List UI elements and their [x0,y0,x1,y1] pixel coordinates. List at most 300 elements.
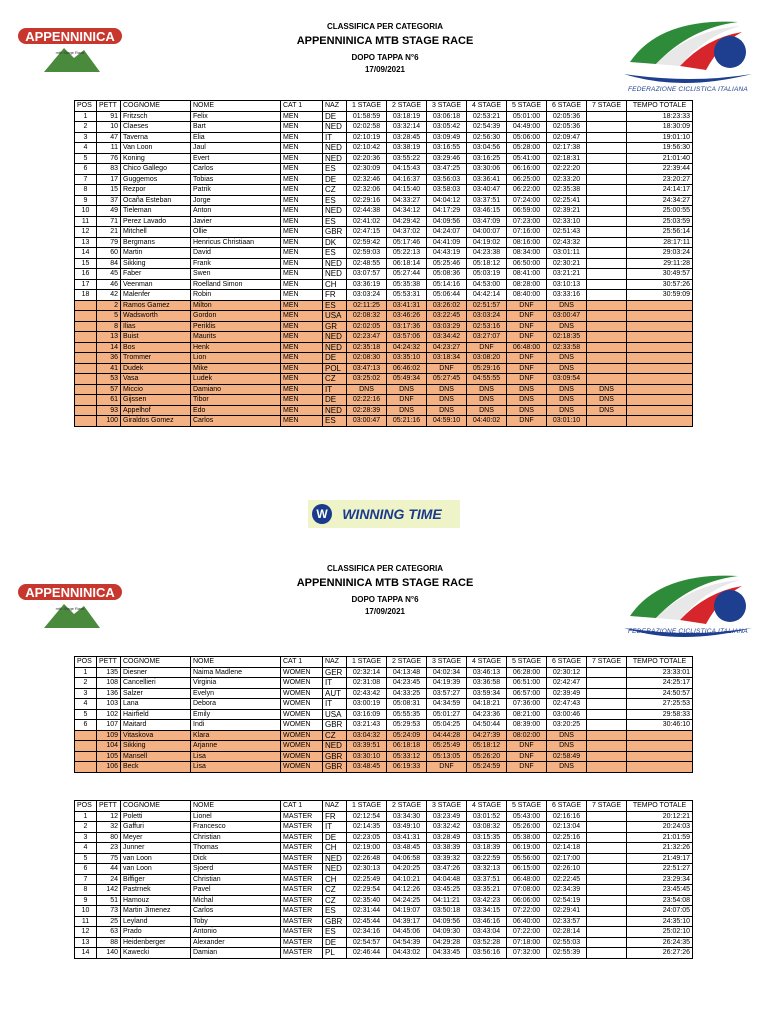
table-cell: 75 [97,853,121,864]
table-cell: 4 [75,143,97,154]
table-cell: DNS [547,395,587,406]
table-cell: 03:28:45 [387,132,427,143]
table-cell: 11 [75,216,97,227]
table-cell: 04:49:00 [507,122,547,133]
table-cell: MEN [281,174,323,185]
table-cell: 26:27:26 [627,948,693,959]
table-cell: Sjoerd [191,864,281,875]
table-cell: 03:07:57 [347,269,387,280]
table-cell: 23:20:27 [627,174,693,185]
table-cell: 03:29:46 [427,153,467,164]
table-row [75,206,693,217]
table-cell: 08:41:00 [507,269,547,280]
table-cell: NED [323,258,347,269]
table-cell: 24:14:17 [627,185,693,196]
table-cell: 02:05:36 [547,111,587,122]
table-cell: 17 [75,279,97,290]
table-cell: 03:08:32 [467,822,507,833]
table-cell: 03:01:11 [547,248,587,259]
table-cell: 04:06:58 [387,853,427,864]
table-cell: DNS [387,384,427,395]
table-row [75,667,693,678]
table-cell: 06:59:00 [507,206,547,217]
column-header: 4 STAGE [467,801,507,812]
column-header: NOME [191,657,281,668]
table-cell: 08:34:00 [507,248,547,259]
table-cell: WOMEN [281,741,323,752]
table-cell: 47 [97,132,121,143]
table-cell: DNF [507,353,547,364]
table-cell: 03:03:24 [467,311,507,322]
table-cell: GBR [323,751,347,762]
table-cell: Carlos [191,164,281,175]
table-cell: 03:47:09 [467,216,507,227]
table-cell: Lisa [191,762,281,773]
table-cell: 24:50:57 [627,688,693,699]
table-cell: 10 [75,206,97,217]
table-cell: 05:01:00 [507,111,547,122]
table-cell: DNS [467,384,507,395]
table-cell: 02:55:39 [547,948,587,959]
table-cell: 03:41:31 [387,832,427,843]
table-cell: WOMEN [281,699,323,710]
date-text-2: 17/09/2021 [364,607,406,616]
column-header: 3 STAGE [427,801,467,812]
table-row [75,332,693,343]
column-header: PETT [97,657,121,668]
table-cell [627,416,693,427]
table-cell [587,143,627,154]
table-row [75,843,693,854]
table-cell: FR [323,290,347,301]
table-cell: 02:25:49 [347,874,387,885]
column-header: 1 STAGE [347,801,387,812]
table-cell: 04:23:27 [427,342,467,353]
table-cell: 02:42:47 [547,678,587,689]
table-cell: Toby [191,916,281,927]
table-cell: 03:49:10 [387,822,427,833]
table-cell: Debora [191,699,281,710]
column-header: 4 STAGE [467,101,507,112]
table-cell [627,353,693,364]
table-row [75,416,693,427]
table-cell: 19:01:10 [627,132,693,143]
table-cell: MEN [281,227,323,238]
stage-title-2: DOPO TAPPA N°6 [351,595,419,604]
table-cell: 9 [75,895,97,906]
table-cell: 07:36:00 [507,699,547,710]
women-results-table [74,656,693,773]
table-cell: 02:51:43 [547,227,587,238]
table-cell: 11 [97,143,121,154]
table-cell: MASTER [281,895,323,906]
table-cell: 04:37:02 [387,227,427,238]
table-cell: 02:45:44 [347,916,387,927]
table-row [75,853,693,864]
table-cell: ES [323,906,347,917]
table-cell: DK [323,237,347,248]
table-cell: 04:12:26 [387,885,427,896]
table-cell: MASTER [281,843,323,854]
table-cell: DNF [507,321,547,332]
table-cell: 02:08:30 [347,353,387,364]
table-cell: 02:29:41 [547,906,587,917]
table-cell: 02:43:32 [547,237,587,248]
table-cell: 06:46:02 [387,363,427,374]
table-cell: 7 [75,874,97,885]
table-cell: Roelland Simon [191,279,281,290]
table-cell: MEN [281,279,323,290]
table-cell: CZ [323,374,347,385]
table-cell: 05:06:44 [427,290,467,301]
table-cell [587,709,627,720]
table-cell: 03:56:03 [427,174,467,185]
table-cell: 4 [75,699,97,710]
table-cell: ES [323,195,347,206]
table-cell: 25 [97,916,121,927]
table-cell: 04:09:30 [427,927,467,938]
column-header: POS [75,657,97,668]
table-cell: 06:06:00 [507,895,547,906]
table-cell [75,353,97,364]
table-cell: Periklis [191,321,281,332]
column-header: 4 STAGE [467,657,507,668]
table-cell: 02:12:54 [347,811,387,822]
table-cell [587,874,627,885]
table-cell: 02:25:41 [547,195,587,206]
table-cell: 03:18:39 [467,843,507,854]
table-cell: Jaul [191,143,281,154]
table-cell: Gijssen [121,395,191,406]
table-cell: 80 [97,832,121,843]
winning-time-logo [308,500,460,528]
table-cell: 14 [75,948,97,959]
column-header: CAT 1 [281,657,323,668]
table-cell: Felix [191,111,281,122]
table-cell: 02:23:05 [347,832,387,843]
table-cell: 03:09:49 [427,132,467,143]
svg-text:W: W [316,507,328,521]
table-row [75,720,693,731]
table-cell: 24:07:05 [627,906,693,917]
table-cell: 04:29:42 [387,216,427,227]
table-cell [587,353,627,364]
table-cell: 08:21:00 [507,709,547,720]
table-cell: Damiano [191,384,281,395]
table-cell: 04:33:45 [427,948,467,959]
table-cell: FR [323,811,347,822]
table-cell [587,678,627,689]
table-cell: 03:35:10 [387,353,427,364]
table-cell: Lana [121,699,191,710]
table-row [75,948,693,959]
table-cell: 03:55:22 [387,153,427,164]
table-cell: 04:39:17 [387,916,427,927]
table-cell: 14 [75,248,97,259]
table-cell: Alexander [191,937,281,948]
table-cell: 07:23:00 [507,216,547,227]
table-cell: DNS [547,363,587,374]
column-header: 5 STAGE [507,101,547,112]
table-cell: 03:08:20 [467,353,507,364]
table-cell: 12 [75,927,97,938]
table-cell: Gaffuri [121,822,191,833]
table-row [75,111,693,122]
table-row [75,874,693,885]
column-header: 5 STAGE [507,801,547,812]
table-cell: 83 [97,164,121,175]
table-cell: Martin [121,248,191,259]
table-cell: DNF [507,416,547,427]
table-cell: 04:23:36 [467,709,507,720]
table-cell: 17 [97,174,121,185]
table-cell: 02:43:42 [347,688,387,699]
table-cell: DE [323,937,347,948]
table-cell: 06:22:00 [507,185,547,196]
table-cell [627,300,693,311]
table-cell: 02:41:02 [347,216,387,227]
table-cell: 02:26:48 [347,853,387,864]
table-cell: NED [323,332,347,343]
table-cell: 2 [75,122,97,133]
table-cell [75,342,97,353]
table-cell: 02:33:20 [547,174,587,185]
table-cell: 03:37:51 [467,195,507,206]
table-cell: Lionel [191,811,281,822]
table-cell [75,311,97,322]
table-cell: Carlos [191,416,281,427]
table-cell [627,342,693,353]
table-cell: Van Loon [121,143,191,154]
table-cell: 02:10:42 [347,143,387,154]
table-cell: 21:01:40 [627,153,693,164]
table-cell: 04:15:43 [387,164,427,175]
table-cell: 32 [97,822,121,833]
table-cell: Swen [191,269,281,280]
table-cell: 05:29:16 [467,363,507,374]
table-cell: 03:04:56 [467,143,507,154]
table-row [75,927,693,938]
table-cell [587,906,627,917]
table-cell: 63 [97,927,121,938]
column-header: PETT [97,801,121,812]
table-cell [75,384,97,395]
table-cell: 02:26:10 [547,864,587,875]
table-cell: GBR [323,762,347,773]
table-cell [587,258,627,269]
table-cell: Arjanne [191,741,281,752]
table-cell: 03:52:28 [467,937,507,948]
table-cell: NED [323,143,347,154]
table-cell: DNS [507,405,547,416]
table-cell: 02:34:39 [547,885,587,896]
table-cell: 02:18:35 [547,332,587,343]
table-cell: 102 [97,709,121,720]
table-cell: NED [323,342,347,353]
table-cell: 3 [75,688,97,699]
table-cell: 02:28:39 [347,405,387,416]
table-cell [587,832,627,843]
table-cell: MASTER [281,864,323,875]
table-cell: 10 [97,122,121,133]
table-cell: DNF [507,741,547,752]
table-cell: 02:20:36 [347,153,387,164]
table-cell: 04:18:21 [467,699,507,710]
table-cell: 02:18:31 [547,153,587,164]
column-header: 5 STAGE [507,657,547,668]
table-cell: 05:17:46 [387,237,427,248]
table-cell: 04:54:39 [387,937,427,948]
table-cell: MASTER [281,832,323,843]
table-row [75,895,693,906]
table-cell: 02:11:25 [347,300,387,311]
table-cell: WOMEN [281,688,323,699]
table-cell: NED [323,153,347,164]
table-cell [75,741,97,752]
table-cell: 28:17:11 [627,237,693,248]
table-cell: 02:56:30 [467,132,507,143]
table-cell: DNS [507,395,547,406]
table-cell: DNF [507,300,547,311]
table-cell: Dudek [121,363,191,374]
table-cell: 02:53:16 [467,321,507,332]
table-row [75,730,693,741]
table-cell: 02:22:16 [347,395,387,406]
table-cell: 15 [97,185,121,196]
table-cell: DNS [347,384,387,395]
table-cell [75,762,97,773]
table-cell: MEN [281,363,323,374]
table-cell: 07:08:00 [507,885,547,896]
table-cell: 03:39:32 [427,853,467,864]
table-cell: 03:32:13 [467,864,507,875]
table-cell: Rezpor [121,185,191,196]
table-cell: 04:16:37 [387,174,427,185]
table-cell: 02:33:10 [547,216,587,227]
table-cell: DNS [427,395,467,406]
table-row [75,395,693,406]
table-cell: 05:13:05 [427,751,467,762]
table-cell: 02:32:06 [347,185,387,196]
table-cell: Martin Jimenez [121,906,191,917]
table-cell: Leyland [121,916,191,927]
table-cell: 07:22:00 [507,927,547,938]
table-cell: Hairfield [121,709,191,720]
column-header: POS [75,801,97,812]
table-cell: WOMEN [281,762,323,773]
table-cell: 04:50:44 [467,720,507,731]
table-cell: 02:58:49 [547,751,587,762]
table-cell: 03:38:19 [387,143,427,154]
appenninica-logo [14,14,126,74]
table-cell: DNS [387,405,427,416]
table-cell: 03:30:06 [467,164,507,175]
table-cell: DE [323,353,347,364]
table-cell: 60 [97,248,121,259]
table-cell: 91 [97,111,121,122]
table-cell: 03:09:54 [547,374,587,385]
table-cell: 02:17:38 [547,143,587,154]
table-cell [587,279,627,290]
table-cell: 71 [97,216,121,227]
table-cell: MEN [281,206,323,217]
table-cell [587,895,627,906]
table-cell: Gordon [191,311,281,322]
table-cell: 05:24:59 [467,762,507,773]
column-header: 2 STAGE [387,657,427,668]
table-cell: 03:16:09 [347,709,387,720]
table-cell: 02:33:58 [547,342,587,353]
table-cell: Ocaña Esteban [121,195,191,206]
table-cell: 02:22:20 [547,164,587,175]
table-cell: 05:28:00 [507,143,547,154]
table-cell: DNS [587,384,627,395]
table-cell: 02:47:43 [547,699,587,710]
table-cell: 04:04:12 [427,195,467,206]
table-cell [587,927,627,938]
table-cell: Michal [191,895,281,906]
table-cell [587,195,627,206]
table-cell: Kawecki [121,948,191,959]
table-cell: DNS [547,405,587,416]
table-cell: Tieleman [121,206,191,217]
table-cell: Pastrnek [121,885,191,896]
fci-text: FEDERAZIONE CICLISTICA ITALIANA [628,86,748,93]
table-cell: 02:55:03 [547,937,587,948]
column-header: COGNOME [121,801,191,812]
table-cell: 03:42:23 [467,895,507,906]
table-cell: 05:33:12 [387,751,427,762]
table-cell: 02:16:16 [547,811,587,822]
table-cell: 03:22:45 [427,311,467,322]
table-row [75,185,693,196]
table-cell: Heidenberger [121,937,191,948]
table-cell: 07:24:00 [507,195,547,206]
table-cell [587,174,627,185]
table-cell: 04:24:07 [427,227,467,238]
table-cell: 6 [75,164,97,175]
table-cell: Pavel [191,885,281,896]
table-cell: ES [323,248,347,259]
table-row [75,864,693,875]
table-cell: 04:34:12 [387,206,427,217]
table-cell: 03:17:36 [387,321,427,332]
table-cell [587,111,627,122]
column-header: 1 STAGE [347,657,387,668]
logo-text-2: APPENNINICA [25,585,115,600]
table-cell: 03:36:58 [467,678,507,689]
table-row [75,688,693,699]
table-cell: 10 [75,906,97,917]
header-row [75,801,693,812]
table-cell [587,321,627,332]
table-cell: 03:16:55 [427,143,467,154]
table-cell [587,416,627,427]
table-cell: 02:54:57 [347,937,387,948]
table-cell: 02:30:21 [547,258,587,269]
table-cell: Sikking [121,258,191,269]
table-cell: 02:59:42 [347,237,387,248]
table-cell: Wadsworth [121,311,191,322]
table-cell: DE [323,111,347,122]
table-cell: 5 [75,709,97,720]
table-cell: 109 [97,730,121,741]
table-row [75,300,693,311]
table-cell: Christian [191,874,281,885]
table-cell: 04:13:48 [387,667,427,678]
table-cell: 04:34:59 [427,699,467,710]
column-header: 2 STAGE [387,101,427,112]
